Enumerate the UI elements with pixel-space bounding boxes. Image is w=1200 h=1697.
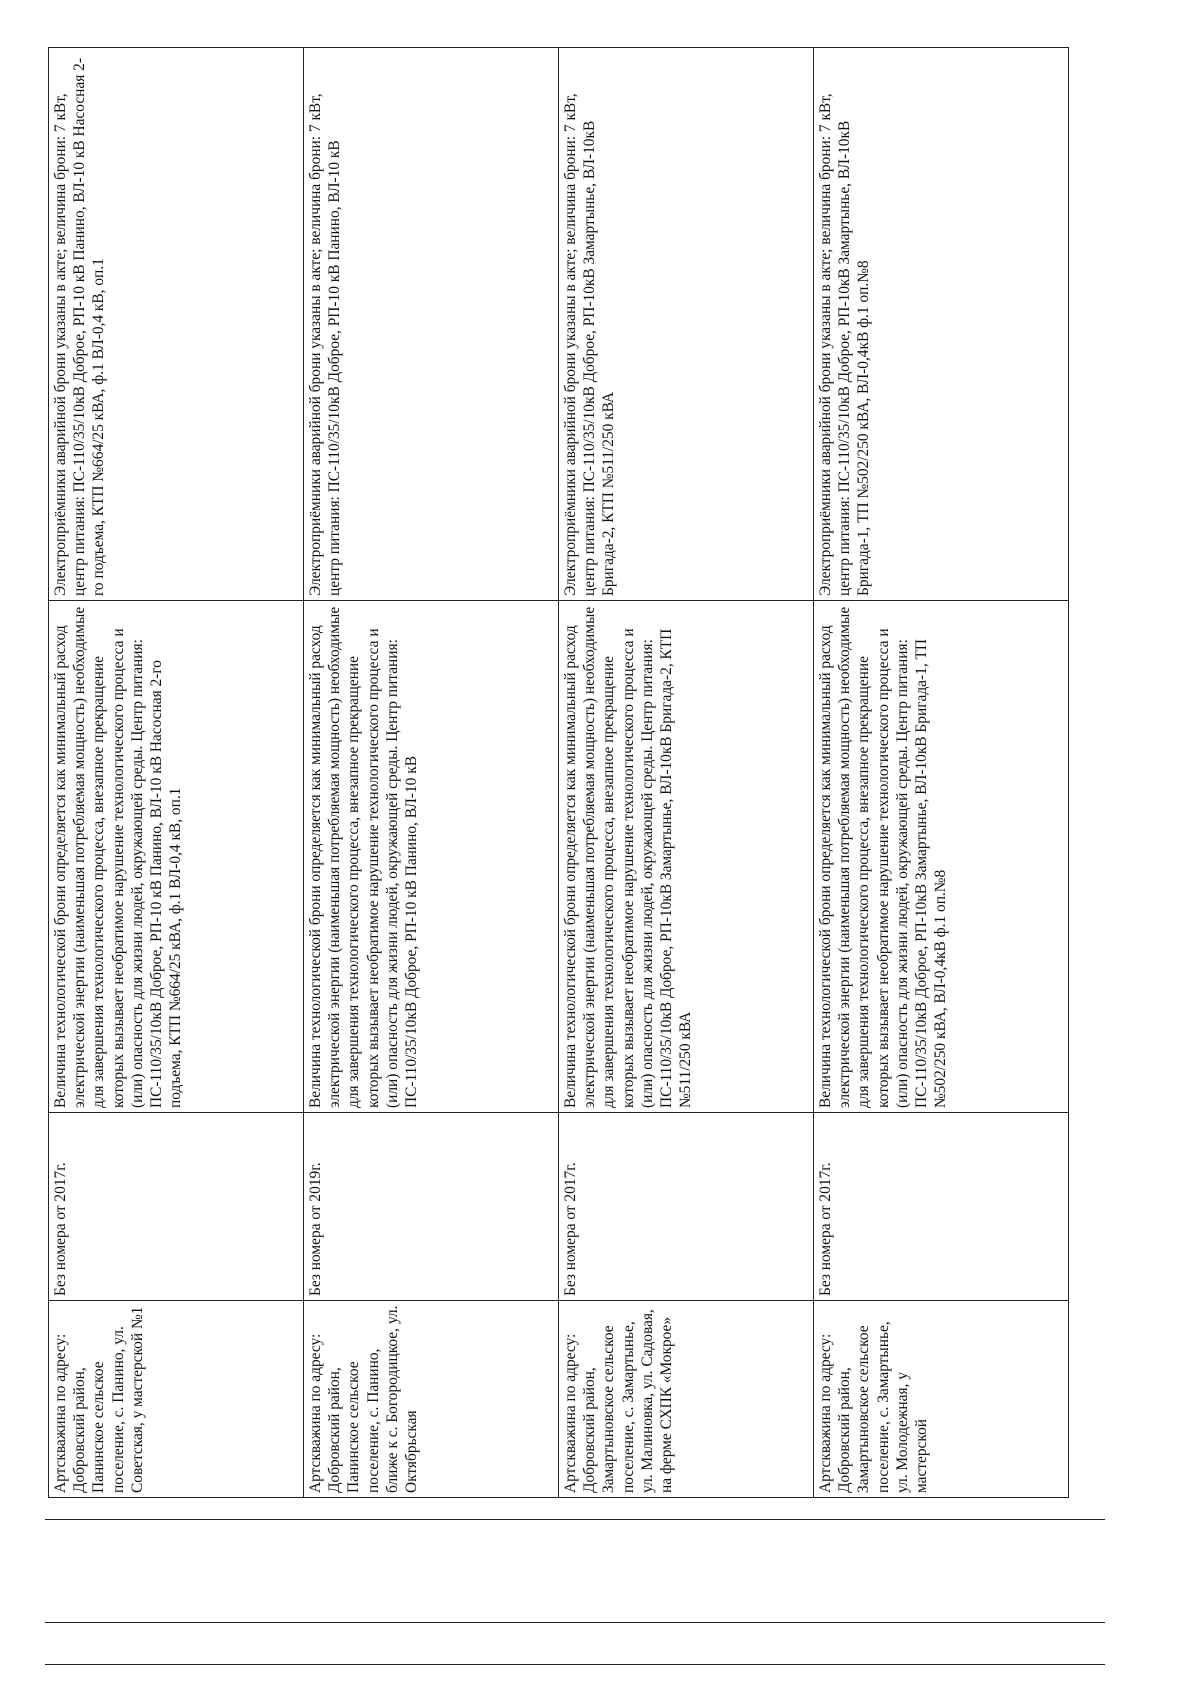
rule-line [45,1664,1105,1665]
table-row [559,48,814,1498]
address-cell: Артскважина по адресу: Добровский район, Панинское сельское поселение, с. Панино, ближе к с. Богородицкое, ул. Октябрьская [304,1301,559,1498]
technological-reserve-cell: Величина технологической брони определяется как минимальный расход электрической энергии (наименьшая потребляемая мощность) необходимые для завершения технологического процесса, внезапное прекращение которых вызывает необратимое нарушение технологического процесса и (или) опасность для жизни людей, окружающей среды. Центр питания: ПС-110/35/10кВ Доброе, РП-10кВ Замартынье, ВЛ-10кВ Бригада-1, ТП №502/250 кВА, ВЛ-0,4кВ ф.1 оп.№8 [814,601,1069,1113]
technological-reserve-cell: Величина технологической брони определяется как минимальный расход электрической энергии (наименьшая потребляемая мощность) необходимые для завершения технологического процесса, внезапное прекращение которых вызывает необратимое нарушение технологического процесса и (или) опасность для жизни людей, окружающей среды. Центр питания: ПС-110/35/10кВ Доброе, РП-10 кВ Панино, ВЛ-10 кВ [304,601,559,1113]
emergency-reserve-cell: Электроприёмники аварийной брони указаны в акте; величина брони: 7 кВт, центр питания: ПС-110/35/10кВ Доброе, РП-10кВ Замартынье, ВЛ-10кВ Бригада-2, КТП №511/250 кВА [559,48,814,601]
table-row [814,48,1069,1498]
act-cell: Без номера от 2017г. [559,1113,814,1301]
rule-line [45,1519,1105,1520]
table-row [49,48,304,1498]
emergency-reserve-cell: Электроприёмники аварийной брони указаны в акте; величина брони: 7 кВт, центр питания: ПС-110/35/10кВ Доброе, РП-10кВ Замартынье, ВЛ-10кВ Бригада-1, ТП №502/250 кВА, ВЛ-0,4кВ ф.1 оп.№8 [814,48,1069,601]
rule-line [45,1622,1105,1623]
address-cell: Артскважина по адресу: Добровский район, Панинское сельское поселение, с. Панино, ул. Советская, у мастерской №1 [49,1301,304,1498]
act-cell: Без номера от 2017г. [49,1113,304,1301]
address-cell: Артскважина по адресу: Добровский район, Замартыновское сельское поселение, с. Замартынье, ул. Малиновка, ул. Садовая, на ферме СХПК «Мокрое» [559,1301,814,1498]
emergency-reserve-cell: Электроприёмники аварийной брони указаны в акте; величина брони: 7 кВт, центр питания: ПС-110/35/10кВ Доброе, РП-10 кВ Панино, ВЛ-10 кВ [304,48,559,601]
act-cell: Без номера от 2019г. [304,1113,559,1301]
address-cell: Артскважина по адресу: Добровский район, Замартыновское сельское поселение, с. Замартынье, ул. Молодежная, у мастерской [814,1301,1069,1498]
technological-reserve-cell: Величина технологической брони определяется как минимальный расход электрической энергии (наименьшая потребляемая мощность) необходимые для завершения технологического процесса, внезапное прекращение которых вызывает необратимое нарушение технологического процесса и (или) опасность для жизни людей, окружающей среды. Центр питания: ПС-110/35/10кВ Доброе, РП-10кВ Замартынье, ВЛ-10кВ Бригада-2, КТП №511/250 кВА [559,601,814,1113]
act-cell: Без номера от 2017г. [814,1113,1069,1301]
rotated-table-page [48,48,1088,1498]
technological-reserve-cell: Величина технологической брони определяется как минимальный расход электрической энергии (наименьшая потребляемая мощность) необходимые для завершения технологического процесса, внезапное прекращение которых вызывает необратимое нарушение технологического процесса и (или) опасность для жизни людей, окружающей среды. Центр питания: ПС-110/35/10кВ Доброе, РП-10 кВ Панино, ВЛ-10 кВ Насосная 2-го подъема, КТП №664/25 кВА, ф.1 ВЛ-0,4 кВ, оп.1 [49,601,304,1113]
power-reserve-table [48,47,1069,1498]
emergency-reserve-cell: Электроприёмники аварийной брони указаны в акте; величина брони: 7 кВт, центр питания: ПС-110/35/10кВ Доброе, РП-10 кВ Панино, ВЛ-10 кВ Насосная 2-го подъема, КТП №664/25 кВА, ф.1 ВЛ-0,4 кВ, оп.1 [49,48,304,601]
table-row [304,48,559,1498]
